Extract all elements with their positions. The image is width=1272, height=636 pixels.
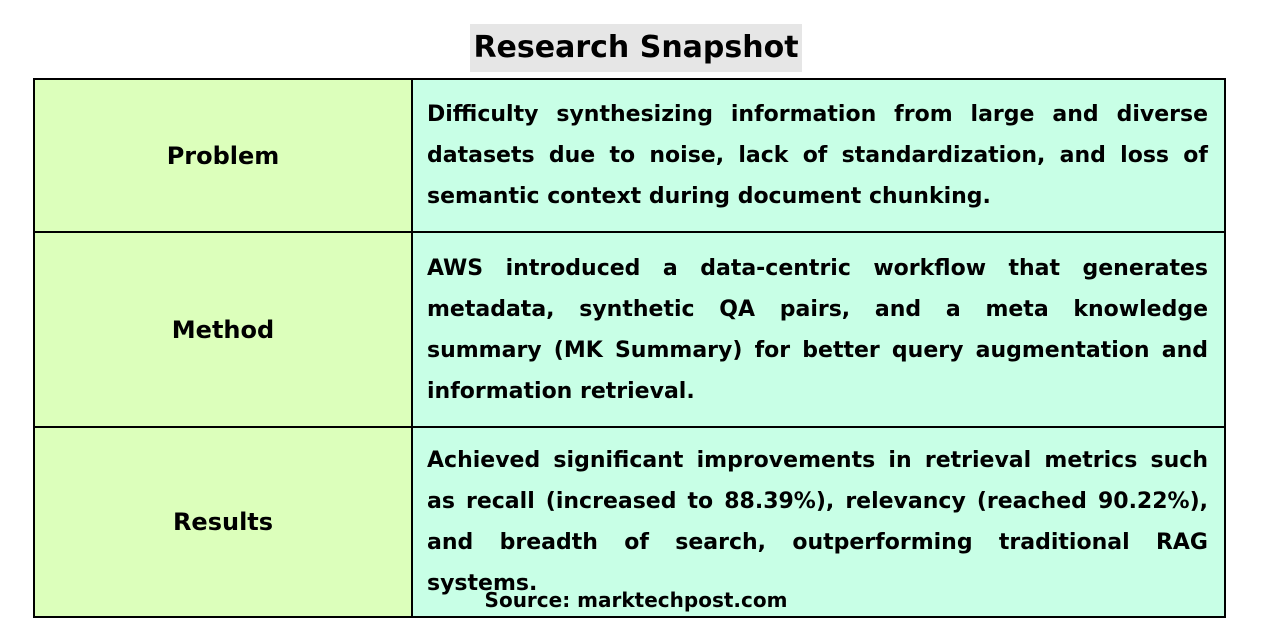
title-wrap xyxy=(0,24,1272,72)
page-title: Research Snapshot xyxy=(470,24,801,72)
row-description-problem: Difficulty synthesizing information from large and diverse datasets due to noise, lack of standardization, and loss of semantic context during document chunking. xyxy=(412,79,1225,232)
snapshot-table xyxy=(33,78,1226,618)
row-label-results: Results xyxy=(34,427,412,617)
row-description-method: AWS introduced a data-centric workflow that generates metadata, synthetic QA pairs, and a meta knowledge summary (MK Summary) for better query augmentation and information retrieval. xyxy=(412,232,1225,427)
table-row-method xyxy=(34,232,1225,427)
row-label-problem: Problem xyxy=(34,79,412,232)
row-description-results: Achieved significant improvements in retrieval metrics such as recall (increased to 88.39%), relevancy (reached 90.22%), and breadth of search, outperforming traditional RAG systems. xyxy=(412,427,1225,617)
table-row-problem xyxy=(34,79,1225,232)
row-label-method: Method xyxy=(34,232,412,427)
source-credit: Source: marktechpost.com xyxy=(484,588,788,612)
